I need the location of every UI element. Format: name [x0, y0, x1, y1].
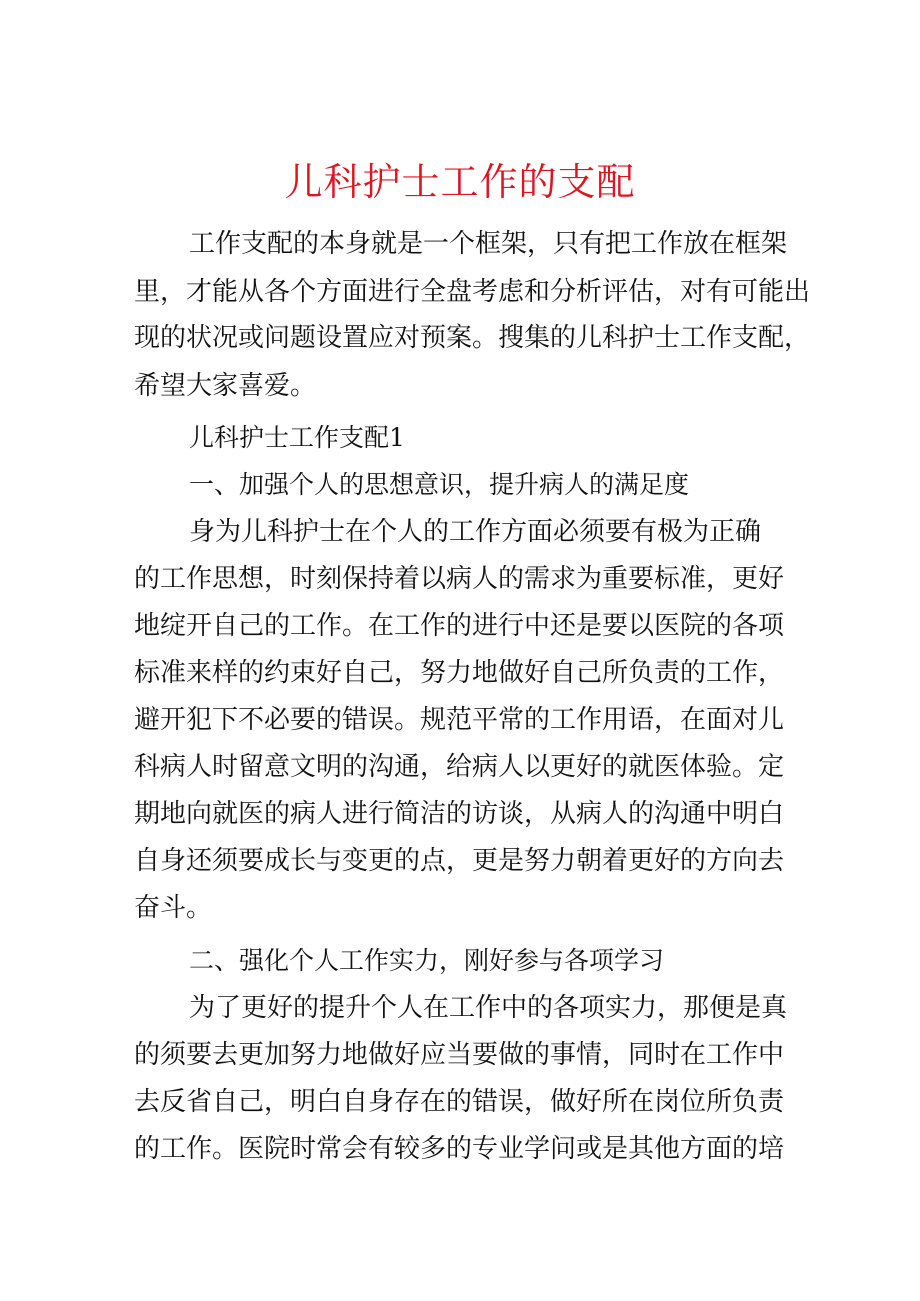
section-title: 儿科护士工作支配1	[189, 423, 405, 452]
paragraph-line: 的工作。医院时常会有较多的专业学问或是其他方面的培	[134, 1134, 785, 1164]
paragraph-line: 奋斗。	[134, 893, 213, 923]
paragraph-line: 身为儿科护士在个人的工作方面必须要有极为正确	[189, 517, 762, 547]
paragraph-line: 的工作思想，时刻保持着以病人的需求为重要标准，更好	[134, 564, 785, 594]
paragraph-line: 工作支配的本身就是一个框架，只有把工作放在框架	[189, 229, 788, 259]
paragraph-line: 地绽开自己的工作。在工作的进行中还是要以医院的各项	[134, 611, 785, 641]
paragraph-line: 去反省自己，明白自身存在的错误，做好所在岗位所负责	[134, 1087, 785, 1117]
section-heading: 一、加强个人的思想意识，提升病人的满足度	[189, 470, 690, 499]
paragraph-line: 避开犯下不必要的错误。规范平常的工作用语，在面对儿	[134, 705, 785, 735]
document-title: 儿科护士工作的支配	[284, 160, 636, 204]
paragraph-line: 自身还须要成长与变更的点，更是努力朝着更好的方向去	[134, 846, 785, 876]
paragraph-line: 的须要去更加努力地做好应当要做的事情，同时在工作中	[134, 1040, 785, 1070]
paragraph-line: 科病人时留意文明的沟通，给病人以更好的就医体验。定	[134, 752, 785, 782]
paragraph-line: 希望大家喜爱。	[134, 371, 317, 401]
paragraph-line: 标准来样的约束好自己，努力地做好自己所负责的工作，	[134, 658, 785, 688]
paragraph-line: 为了更好的提升个人在工作中的各项实力，那便是真	[189, 993, 788, 1023]
paragraph-line: 里，才能从各个方面进行全盘考虑和分析评估，对有可能出	[134, 277, 811, 307]
paragraph-line: 现的状况或问题设置应对预案。搜集的儿科护士工作支配，	[134, 323, 811, 353]
section-heading: 二、强化个人工作实力，刚好参与各项学习	[189, 946, 665, 975]
paragraph-line: 期地向就医的病人进行简洁的访谈，从病人的沟通中明白	[134, 799, 785, 829]
